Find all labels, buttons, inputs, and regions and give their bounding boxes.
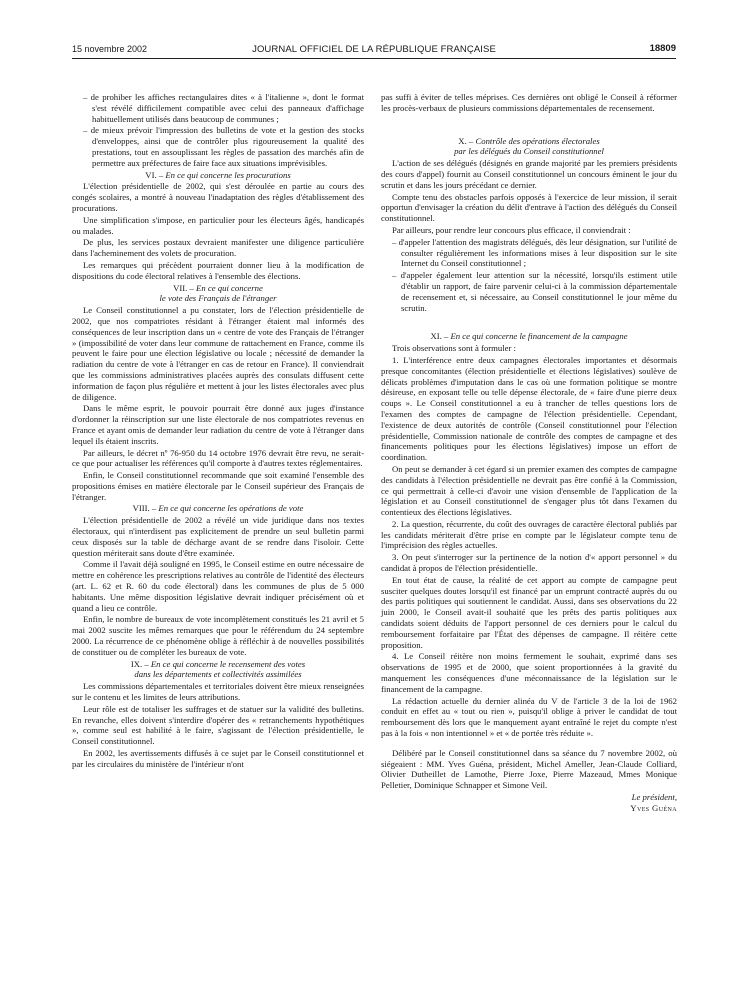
paragraph: Enfin, le Conseil constitutionnel recommande que soit examiné l'ensemble des propositions émises en matière électorale par le Conseil supérieur des Français de l'étranger.	[72, 470, 364, 502]
deliberation-paragraph: Délibéré par le Conseil constitutionnel dans sa séance du 7 novembre 2002, où siégeaient : MM. Yves Guéna, président, Michel Ameller, Jean-Claude Colliard, Olivier Dutheillet de Lamothe, Pierre Joxe, Pierre Mazeaud, Mmes Monique Pelletier, Dominique Schnapper et Simone Veil.	[381, 747, 677, 791]
paragraph: Compte tenu des obstacles parfois opposés à l'exercice de leur mission, il serait opportun d'envisager la création du délit d'entrave à l'action des délégués du Conseil constitutionnel.	[381, 191, 677, 224]
paragraph: On peut se demander à cet égard si un premier examen des comptes de campagne des candidats à l'élection présidentielle ne devrait pas être confié à la Commission, ce qui permettrait à celle-ci d'avoir une vision d'ensemble de l'application de la législation et au Conseil constitutionnel de s'engager plus tôt dans l'examen du contentieux des élections législatives.	[381, 463, 677, 518]
section-title-vi: VI. – En ce qui concerne les procurations	[145, 169, 291, 180]
section-title-vii: VII. – En ce qui concerne le vote des Français de l'étranger	[159, 282, 277, 304]
paragraph: Une simplification s'impose, en particulier pour les électeurs âgés, handicapés ou malades.	[72, 214, 364, 236]
header-date: 15 novembre 2002	[72, 44, 148, 54]
paragraph: 2. La question, récurrente, du coût des ouvrages de caractère électoral publiés par les candidats mériterait d'être prise en compte par le législateur compte tenu de l'imprécision des règles actuelles.	[381, 518, 677, 551]
page-header	[72, 42, 676, 58]
signature-role: Le président,	[631, 792, 677, 803]
paragraph: De plus, les services postaux devraient manifester une diligence particulière dans l'acheminement des volets de procuration.	[72, 237, 364, 259]
paragraph: Les remarques qui précèdent pourraient donner lieu à la modification de dispositions du code électoral relatives à l'ensemble des élections.	[72, 259, 364, 281]
list-item: – de mieux prévoir l'impression des bulletins de vote et la gestion des stocks d'enveloppes, ainsi que de contrôler plus rigoureusement la qualité des prestations, tout en assouplissant les règles de passation des marchés afin de permettre aux préfectures de faire face aux situations imprévisibles.	[83, 125, 364, 168]
header-divider	[72, 58, 676, 59]
list-item: – de prohiber les affiches rectangulaires dites « à l'italienne », dont le format s'est révélé difficilement compatible avec celui des panneaux d'affichage habituellement utilisés dans beaucoup de communes ;	[83, 92, 364, 124]
paragraph: L'élection présidentielle de 2002, qui s'est déroulée en partie au cours des congés scolaires, a montré à nouveau l'inadaptation des règles d'établissement des procurations.	[72, 181, 364, 213]
paragraph: Les commissions départementales et territoriales doivent être mieux renseignées sur le contenu et les limites de leurs attributions.	[72, 681, 364, 703]
right-column	[381, 92, 677, 815]
journal-title: JOURNAL OFFICIEL DE LA RÉPUBLIQUE FRANÇAISE	[252, 44, 496, 55]
paragraph: Dans le même esprit, le pouvoir pourrait être donné aux juges d'instance d'ordonner la réinscription sur une liste électorale de nos compatriotes revenus en France et ayant omis de demander leur radiation du centre de vote à l'étranger dans lequel ils étaient inscrits.	[72, 403, 364, 446]
paragraph: Le Conseil constitutionnel a pu constater, lors de l'élection présidentielle de 2002, que nos compatriotes résidant à l'étranger étaient mal informés des conséquences de leur inscription dans un « centre de vote des Français de l'étranger » (impossibilité de voter dans leur commune de rattachement en France, comme ils peuvent le faire pour une élection législative ou locale ; nécessité de demander la radiation du centre de vote à l'étranger en cas de retour en France). Il conviendrait que les commissions administratives placées auprès des consulats diffusent cette information de façon plus régulière et mettent à jour les listes électorales avec plus de diligence.	[72, 305, 364, 402]
paragraph: L'action de ses délégués (désignés en grande majorité par les premiers présidents des cours d'appel) fournit au Conseil constitutionnel un concours éminent le jour du scrutin et dans les jours précédant ce dernier.	[381, 158, 677, 190]
paragraph: En 2002, les avertissements diffusés à ce sujet par le Conseil constitutionnel et par les circulaires du ministère de l'intérieur n'ont	[72, 748, 364, 769]
paragraph: Leur rôle est de totaliser les suffrages et de statuer sur la validité des bulletins. En revanche, elles doivent s'interdire d'opérer des « retranchements hypothétiques », comme seul est habilité à le faire, s'agissant de l'élection présidentielle, le Conseil constitutionnel.	[72, 703, 364, 747]
paragraph: L'élection présidentielle de 2002 a révélé un vide juridique dans nos textes électoraux, qui n'interdisent pas explicitement de prendre un seul bulletin parmi ceux disposés sur la table de décharge avant de se rendre dans l'isoloir. Cette question mériterait sans doute d'être examinée.	[72, 515, 364, 558]
left-column	[72, 92, 364, 771]
signature	[381, 792, 677, 814]
signature-name: Yves Guéna	[630, 802, 677, 813]
paragraph: pas suffi à éviter de telles méprises. Ces dernières ont obligé le Conseil à réformer les procès-verbaux de plusieurs commissions départementales de recensement.	[381, 92, 677, 113]
list-item: – d'appeler également leur attention sur la nécessité, lorsqu'ils estiment utile d'établir un rapport, de faire parvenir celui-ci à la commission départementale de recensement et, si nécessaire, au Conseil constitutionnel le jour même du scrutin.	[392, 270, 677, 313]
paragraph: En tout état de cause, la réalité de cet apport au compte de campagne peut susciter quelques doutes lorsqu'il est financé par un emprunt contracté auprès du ou des partis politiques qui soutiennent le candidat. Aussi, dans ses observations du 22 juin 2000, le Conseil avait-il souhaité que les prêts des partis politiques aux candidats soient déduits de l'apport personnel de ces derniers pour le calcul du remboursement forfaitaire par l'État des dépenses de campagne. Il réitère cette proposition.	[381, 574, 677, 650]
section-title-x: X. – Contrôle des opérations électorales par les délégués du Conseil constitutionnel	[454, 135, 604, 157]
paragraph: Par ailleurs, pour rendre leur concours plus efficace, il conviendrait :	[392, 224, 631, 235]
section-title-ix: IX. – En ce qui concerne le recensement des votes dans les départements et collectivités assimilées	[130, 658, 306, 680]
paragraph: Par ailleurs, le décret nº 76-950 du 14 octobre 1976 devrait être revu, ne serait-ce que pour actualiser les références qu'il comporte à d'autres textes réglementaires.	[72, 447, 364, 469]
paragraph: 3. On peut s'interroger sur la pertinence de la notion d'« apport personnel » du candidat à propos de l'élection présidentielle.	[381, 552, 677, 574]
section-title-viii: VIII. – En ce qui concerne les opérations de vote	[132, 503, 304, 514]
list-item: – d'appeler l'attention des magistrats délégués, dès leur désignation, sur l'utilité de consulter régulièrement les informations mises à leur disposition sur le site Internet du Conseil constitutionnel ;	[392, 236, 677, 269]
paragraph: Enfin, le nombre de bureaux de vote incomplètement constitués les 21 avril et 5 mai 2002 suscite les mêmes remarques que pour le référendum du 24 septembre 2000. La récurrence de ce phénomène oblige à réfléchir à de nouvelles possibilités de constituer ou de compléter les bureaux de vote.	[72, 614, 364, 657]
page-number: 18809	[649, 43, 676, 54]
paragraph: Trois observations sont à formuler :	[392, 343, 516, 354]
paragraph: La rédaction actuelle du dernier alinéa du V de l'article 3 de la loi de 1962 conduit en effet au « tout ou rien », puisqu'il oblige à priver le candidat de tout remboursement dès lors que le manquement ayant entraîné le rejet du compte n'est pas à la fois « non intentionnel » et « de portée très réduite ».	[381, 695, 677, 739]
paragraph: 1. L'interférence entre deux campagnes électorales importantes et désormais presque concomitantes (élection présidentielle et élections législatives) soulève de délicats problèmes d'imputation dans le cas où une formation politique se montre désireuse, en exposant telle ou telle dépense électorale, de « faire d'une pierre deux coups ». Le Conseil constitutionnel a eu à trancher de telles questions lors de l'examen des comptes de campagne de l'élection présidentielle. Cependant, l'existence de deux autorités de contrôle (Conseil constitutionnel pour l'élection présidentielle, Commission nationale de contrôle des comptes de campagne et des financements politiques pour les élections législatives) impose un effort de coordination.	[381, 354, 677, 463]
section-title-xi: XI. – En ce qui concerne le financement de la campagne	[430, 331, 628, 342]
paragraph: 4. Le Conseil réitère non moins fermement le souhait, exprimé dans ses observations de 1995 et de 2000, que soient proportionnées à la gravité du manquement les conséquences d'une méconnaissance de la législation sur le financement de la campagne.	[381, 651, 677, 694]
paragraph: Comme il l'avait déjà souligné en 1995, le Conseil estime en outre nécessaire de mettre en cohérence les prescriptions relatives au contrôle de l'identité des électeurs (art. L. 62 et R. 60 du code électoral) dans les communes de plus de 5 000 habitants. Une même disposition législative devrait indiquer précisément où et quand a lieu ce contrôle.	[72, 559, 364, 613]
